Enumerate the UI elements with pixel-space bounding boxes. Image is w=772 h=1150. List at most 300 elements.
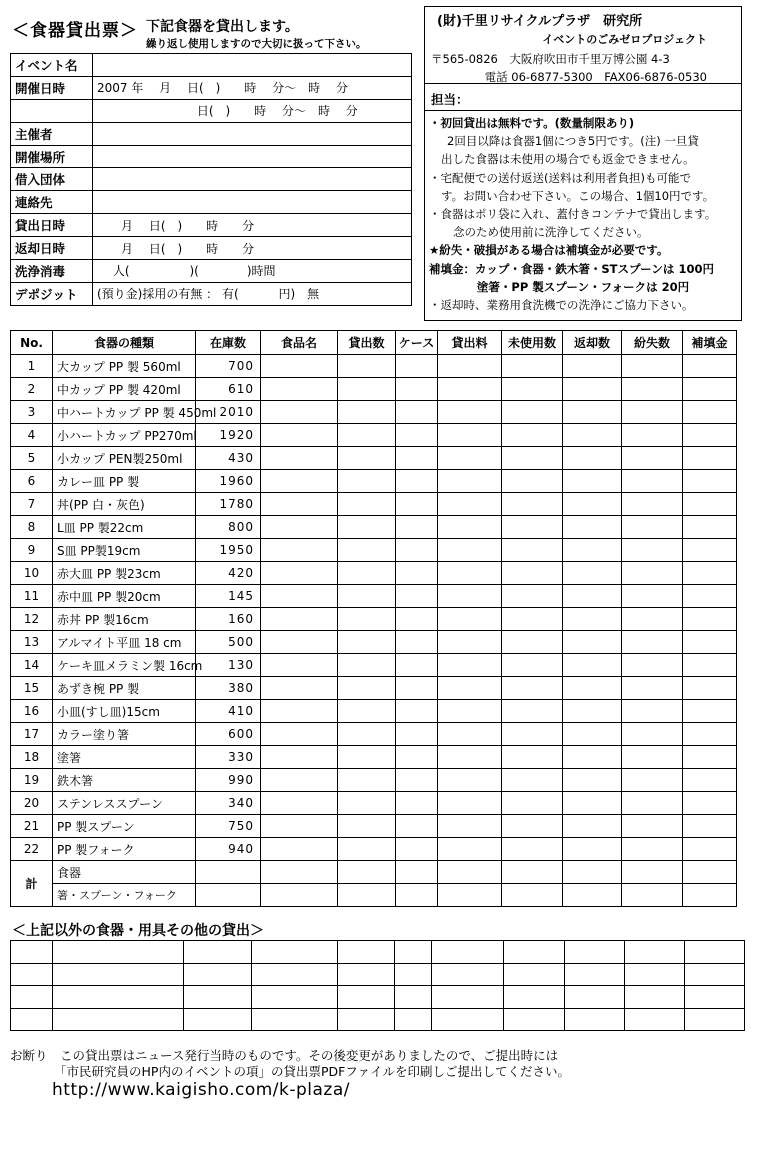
entry-cell[interactable] (622, 746, 683, 769)
entry-cell[interactable] (338, 941, 395, 964)
entry-cell[interactable] (685, 986, 745, 1009)
entry-cell[interactable] (563, 769, 622, 792)
item-stock: 2010 (196, 401, 261, 424)
event-form-value[interactable]: 日( ) 時 分～ 時 分 (93, 99, 412, 122)
entry-cell[interactable] (502, 470, 563, 493)
event-form-value[interactable]: (預り金)採用の有無 ： 有( 円) 無 (93, 282, 412, 305)
entry-cell[interactable] (11, 941, 53, 964)
entry-cell[interactable] (622, 378, 683, 401)
entry-cell[interactable] (683, 493, 737, 516)
item-stock: 990 (196, 769, 261, 792)
entry-cell[interactable] (338, 700, 396, 723)
entry-cell[interactable] (504, 986, 565, 1009)
entry-cell[interactable] (338, 447, 396, 470)
item-number: 19 (11, 769, 53, 792)
entry-cell[interactable] (502, 401, 563, 424)
entry-cell[interactable] (338, 585, 396, 608)
table-row (11, 401, 737, 424)
entry-cell[interactable] (563, 838, 622, 861)
entry-cell[interactable] (683, 447, 737, 470)
entry-cell[interactable] (622, 493, 683, 516)
entry-cell[interactable] (338, 986, 395, 1009)
entry-cell[interactable] (438, 746, 502, 769)
entry-cell[interactable] (622, 677, 683, 700)
entry-cell[interactable] (261, 516, 338, 539)
item-name: あずき椀 PP 製 (53, 677, 196, 700)
item-name: アルマイト平皿 18 cm (53, 631, 196, 654)
entry-cell[interactable] (438, 769, 502, 792)
entry-cell[interactable] (683, 654, 737, 677)
entry-cell[interactable] (11, 1008, 53, 1031)
entry-cell[interactable] (683, 424, 737, 447)
entry-cell[interactable] (504, 941, 565, 964)
entry-cell[interactable] (396, 608, 438, 631)
entry-cell[interactable] (563, 401, 622, 424)
entry-cell[interactable] (565, 986, 625, 1009)
entry-cell[interactable] (622, 470, 683, 493)
entry-cell[interactable] (261, 470, 338, 493)
entry-cell[interactable] (622, 815, 683, 838)
entry-cell[interactable] (622, 861, 683, 884)
entry-cell[interactable] (502, 562, 563, 585)
entry-cell[interactable] (261, 861, 338, 884)
entry-cell[interactable] (261, 700, 338, 723)
entry-cell[interactable] (504, 963, 565, 986)
entry-cell[interactable] (396, 516, 438, 539)
entry-cell[interactable] (622, 769, 683, 792)
entry-cell[interactable] (563, 470, 622, 493)
entry-cell[interactable] (502, 654, 563, 677)
entry-cell[interactable] (438, 447, 502, 470)
entry-cell[interactable] (338, 746, 396, 769)
entry-cell[interactable] (338, 815, 396, 838)
other-items-table (10, 940, 745, 1031)
entry-cell[interactable] (563, 861, 622, 884)
entry-cell[interactable] (622, 516, 683, 539)
entry-cell[interactable] (338, 401, 396, 424)
entry-cell[interactable] (502, 539, 563, 562)
tanto-field[interactable]: 担当： (425, 84, 741, 111)
item-name: ステンレススプーン (53, 792, 196, 815)
entry-cell[interactable] (563, 355, 622, 378)
item-name: L皿 PP 製22cm (53, 516, 196, 539)
entry-cell[interactable] (622, 401, 683, 424)
entry-cell[interactable] (502, 838, 563, 861)
entry-cell[interactable] (438, 884, 502, 907)
table-row (11, 447, 737, 470)
entry-cell[interactable] (395, 1008, 432, 1031)
entry-cell[interactable] (53, 963, 184, 986)
event-form-value[interactable]: 人( )( )時間 (93, 260, 412, 283)
entry-cell[interactable] (565, 1008, 625, 1031)
event-form-label: 返却日時 (11, 237, 93, 260)
entry-cell[interactable] (252, 941, 338, 964)
entry-cell[interactable] (622, 355, 683, 378)
entry-cell[interactable] (438, 654, 502, 677)
entry-cell[interactable] (683, 378, 737, 401)
entry-cell[interactable] (252, 986, 338, 1009)
entry-cell[interactable] (622, 700, 683, 723)
entry-cell[interactable] (683, 516, 737, 539)
entry-cell[interactable] (53, 941, 184, 964)
entry-cell[interactable] (338, 884, 396, 907)
entry-cell[interactable] (196, 861, 261, 884)
entry-cell[interactable] (396, 585, 438, 608)
entry-cell[interactable] (685, 1008, 745, 1031)
event-form-row (11, 145, 412, 168)
entry-cell[interactable] (261, 585, 338, 608)
entry-cell[interactable] (685, 941, 745, 964)
entry-cell[interactable] (338, 677, 396, 700)
entry-cell[interactable] (432, 963, 504, 986)
entry-cell[interactable] (53, 1008, 184, 1031)
entry-cell[interactable] (685, 963, 745, 986)
entry-cell[interactable] (683, 792, 737, 815)
entry-cell[interactable] (502, 746, 563, 769)
entry-cell[interactable] (396, 378, 438, 401)
item-number: 4 (11, 424, 53, 447)
entry-cell[interactable] (683, 884, 737, 907)
entry-cell[interactable] (502, 493, 563, 516)
entry-cell[interactable] (261, 378, 338, 401)
item-name: 中カップ PP 製 420ml (53, 378, 196, 401)
entry-cell[interactable] (396, 861, 438, 884)
entry-cell[interactable] (563, 585, 622, 608)
entry-cell[interactable] (502, 631, 563, 654)
entry-cell[interactable] (502, 792, 563, 815)
entry-cell[interactable] (438, 378, 502, 401)
event-form-label: イベント名 (11, 54, 93, 77)
event-form-value[interactable] (93, 191, 412, 214)
entry-cell[interactable] (184, 1008, 252, 1031)
entry-cell[interactable] (502, 355, 563, 378)
entry-cell[interactable] (563, 562, 622, 585)
note-line: 補填金：カップ・食器・鉄木箸・STスプーンは 100円 (429, 261, 714, 276)
entry-cell[interactable] (625, 963, 685, 986)
entry-cell[interactable] (53, 986, 184, 1009)
entry-cell[interactable] (563, 792, 622, 815)
entry-cell[interactable] (563, 884, 622, 907)
entry-cell[interactable] (622, 723, 683, 746)
entry-cell[interactable] (261, 654, 338, 677)
entry-cell[interactable] (396, 769, 438, 792)
entry-cell[interactable] (338, 769, 396, 792)
organization-address: 〒565-0826 大阪府吹田市千里万博公園 4-3 (431, 52, 670, 66)
entry-cell[interactable] (438, 562, 502, 585)
entry-cell[interactable] (622, 654, 683, 677)
entry-cell[interactable] (438, 539, 502, 562)
entry-cell[interactable] (502, 378, 563, 401)
entry-cell[interactable] (396, 884, 438, 907)
item-number: 16 (11, 700, 53, 723)
entry-cell[interactable] (432, 941, 504, 964)
entry-cell[interactable] (683, 861, 737, 884)
table-row (11, 769, 737, 792)
entry-cell[interactable] (261, 677, 338, 700)
entry-cell[interactable] (338, 493, 396, 516)
entry-cell[interactable] (261, 815, 338, 838)
entry-cell[interactable] (396, 424, 438, 447)
entry-cell[interactable] (683, 700, 737, 723)
entry-cell[interactable] (502, 424, 563, 447)
entry-cell[interactable] (502, 608, 563, 631)
event-form-value[interactable] (93, 54, 412, 77)
entry-cell[interactable] (261, 884, 338, 907)
item-number: 7 (11, 493, 53, 516)
entry-cell[interactable] (396, 631, 438, 654)
entry-cell[interactable] (563, 493, 622, 516)
entry-cell[interactable] (261, 838, 338, 861)
entry-cell[interactable] (504, 1008, 565, 1031)
entry-cell[interactable] (438, 355, 502, 378)
entry-cell[interactable] (338, 378, 396, 401)
entry-cell[interactable] (683, 470, 737, 493)
entry-cell[interactable] (338, 562, 396, 585)
item-number: 15 (11, 677, 53, 700)
entry-cell[interactable] (396, 700, 438, 723)
entry-cell[interactable] (396, 447, 438, 470)
event-form-label (11, 99, 93, 122)
entry-cell[interactable] (683, 585, 737, 608)
entry-cell[interactable] (261, 746, 338, 769)
entry-cell[interactable] (261, 539, 338, 562)
entry-cell[interactable] (438, 700, 502, 723)
item-name: 小皿(すし皿)15cm (53, 700, 196, 723)
entry-cell[interactable] (502, 723, 563, 746)
event-form-value[interactable] (93, 145, 412, 168)
entry-cell[interactable] (396, 815, 438, 838)
entry-cell[interactable] (196, 884, 261, 907)
entry-cell[interactable] (252, 1008, 338, 1031)
entry-cell[interactable] (565, 963, 625, 986)
entry-cell[interactable] (502, 769, 563, 792)
table-row (11, 470, 737, 493)
entry-cell[interactable] (502, 861, 563, 884)
entry-cell[interactable] (261, 401, 338, 424)
entry-cell[interactable] (563, 539, 622, 562)
entry-cell[interactable] (395, 941, 432, 964)
entry-cell[interactable] (438, 401, 502, 424)
item-stock: 1950 (196, 539, 261, 562)
entry-cell[interactable] (338, 654, 396, 677)
event-form-label: デポジット (11, 282, 93, 305)
table-row (11, 539, 737, 562)
item-number: 1 (11, 355, 53, 378)
entry-cell[interactable] (396, 792, 438, 815)
entry-cell[interactable] (396, 493, 438, 516)
entry-cell[interactable] (338, 838, 396, 861)
entry-cell[interactable] (438, 516, 502, 539)
entry-cell[interactable] (622, 631, 683, 654)
item-number: 5 (11, 447, 53, 470)
entry-cell[interactable] (563, 654, 622, 677)
entry-cell[interactable] (502, 585, 563, 608)
entry-cell[interactable] (438, 608, 502, 631)
entry-cell[interactable] (502, 447, 563, 470)
entry-cell[interactable] (683, 608, 737, 631)
event-form-value[interactable]: 月 日( ) 時 分 (93, 214, 412, 237)
entry-cell[interactable] (622, 608, 683, 631)
entry-cell[interactable] (683, 723, 737, 746)
entry-cell[interactable] (683, 401, 737, 424)
entry-cell[interactable] (438, 631, 502, 654)
entry-cell[interactable] (438, 792, 502, 815)
table-row (11, 986, 745, 1009)
table-row (11, 815, 737, 838)
entry-cell[interactable] (438, 470, 502, 493)
entry-cell[interactable] (438, 861, 502, 884)
entry-cell[interactable] (395, 963, 432, 986)
items-column-header: 食品名 (261, 331, 338, 355)
entry-cell[interactable] (338, 470, 396, 493)
entry-cell[interactable] (563, 447, 622, 470)
entry-cell[interactable] (261, 608, 338, 631)
entry-cell[interactable] (11, 986, 53, 1009)
entry-cell[interactable] (338, 1008, 395, 1031)
table-row (11, 746, 737, 769)
entry-cell[interactable] (622, 838, 683, 861)
entry-cell[interactable] (683, 539, 737, 562)
entry-cell[interactable] (396, 470, 438, 493)
entry-cell[interactable] (622, 562, 683, 585)
entry-cell[interactable] (563, 677, 622, 700)
entry-cell[interactable] (338, 723, 396, 746)
entry-cell[interactable] (396, 746, 438, 769)
entry-cell[interactable] (625, 986, 685, 1009)
event-form-value[interactable]: 2007 年 月 日( ) 時 分～ 時 分 (93, 76, 412, 99)
footer-url-link[interactable]: http://www.kaigisho.com/k-plaza/ (52, 1080, 350, 1100)
entry-cell[interactable] (396, 677, 438, 700)
entry-cell[interactable] (261, 355, 338, 378)
entry-cell[interactable] (396, 562, 438, 585)
entry-cell[interactable] (563, 815, 622, 838)
entry-cell[interactable] (261, 493, 338, 516)
entry-cell[interactable] (683, 746, 737, 769)
entry-cell[interactable] (338, 631, 396, 654)
entry-cell[interactable] (261, 562, 338, 585)
entry-cell[interactable] (338, 861, 396, 884)
item-name: S皿 PP製19cm (53, 539, 196, 562)
table-row (11, 677, 737, 700)
entry-cell[interactable] (261, 723, 338, 746)
entry-cell[interactable] (502, 677, 563, 700)
entry-cell[interactable] (338, 963, 395, 986)
entry-cell[interactable] (563, 608, 622, 631)
entry-cell[interactable] (563, 700, 622, 723)
entry-cell[interactable] (683, 769, 737, 792)
entry-cell[interactable] (683, 677, 737, 700)
entry-cell[interactable] (438, 838, 502, 861)
entry-cell[interactable] (184, 963, 252, 986)
entry-cell[interactable] (338, 608, 396, 631)
entry-cell[interactable] (438, 815, 502, 838)
entry-cell[interactable] (563, 516, 622, 539)
entry-cell[interactable] (432, 986, 504, 1009)
total-row (11, 861, 737, 884)
entry-cell[interactable] (502, 516, 563, 539)
entry-cell[interactable] (625, 941, 685, 964)
entry-cell[interactable] (683, 815, 737, 838)
entry-cell[interactable] (396, 401, 438, 424)
event-form-row (11, 99, 412, 122)
entry-cell[interactable] (622, 424, 683, 447)
entry-cell[interactable] (683, 631, 737, 654)
entry-cell[interactable] (338, 792, 396, 815)
entry-cell[interactable] (622, 447, 683, 470)
entry-cell[interactable] (261, 769, 338, 792)
entry-cell[interactable] (396, 723, 438, 746)
item-number: 13 (11, 631, 53, 654)
item-stock: 420 (196, 562, 261, 585)
entry-cell[interactable] (683, 838, 737, 861)
entry-cell[interactable] (396, 838, 438, 861)
entry-cell[interactable] (11, 963, 53, 986)
entry-cell[interactable] (438, 677, 502, 700)
entry-cell[interactable] (261, 631, 338, 654)
entry-cell[interactable] (252, 963, 338, 986)
event-form-value[interactable] (93, 168, 412, 191)
entry-cell[interactable] (563, 631, 622, 654)
item-stock: 340 (196, 792, 261, 815)
entry-cell[interactable] (261, 447, 338, 470)
entry-cell[interactable] (338, 539, 396, 562)
entry-cell[interactable] (622, 884, 683, 907)
event-form-row (11, 76, 412, 99)
entry-cell[interactable] (438, 493, 502, 516)
entry-cell[interactable] (338, 516, 396, 539)
organization-tel: 電話 06-6877-5300 FAX06-6876-0530 (484, 70, 707, 84)
entry-cell[interactable] (261, 792, 338, 815)
items-column-header: 補填金 (683, 331, 737, 355)
entry-cell[interactable] (622, 585, 683, 608)
entry-cell[interactable] (625, 1008, 685, 1031)
table-row (11, 424, 737, 447)
entry-cell[interactable] (622, 539, 683, 562)
entry-cell[interactable] (563, 378, 622, 401)
entry-cell[interactable] (184, 986, 252, 1009)
entry-cell[interactable] (563, 424, 622, 447)
entry-cell[interactable] (502, 884, 563, 907)
entry-cell[interactable] (184, 941, 252, 964)
entry-cell[interactable] (396, 654, 438, 677)
entry-cell[interactable] (565, 941, 625, 964)
entry-cell[interactable] (261, 424, 338, 447)
item-stock: 430 (196, 447, 261, 470)
item-number: 18 (11, 746, 53, 769)
entry-cell[interactable] (438, 723, 502, 746)
entry-cell[interactable] (338, 355, 396, 378)
entry-cell[interactable] (502, 815, 563, 838)
entry-cell[interactable] (338, 424, 396, 447)
entry-cell[interactable] (395, 986, 432, 1009)
entry-cell[interactable] (396, 539, 438, 562)
note-line: ・宅配便での送付返送(送料は利用者負担)も可能で (429, 170, 691, 185)
entry-cell[interactable] (438, 585, 502, 608)
entry-cell[interactable] (563, 723, 622, 746)
entry-cell[interactable] (432, 1008, 504, 1031)
event-form-value[interactable] (93, 122, 412, 145)
entry-cell[interactable] (438, 424, 502, 447)
note-line: 2回目以降は食器1個につき5円です。(注) 一旦貸 (447, 134, 699, 149)
entry-cell[interactable] (502, 700, 563, 723)
entry-cell[interactable] (396, 355, 438, 378)
note-line: ★紛失・破損がある場合は補填金が必要です。 (429, 243, 669, 258)
event-form-value[interactable]: 月 日( ) 時 分 (93, 237, 412, 260)
entry-cell[interactable] (683, 355, 737, 378)
entry-cell[interactable] (563, 746, 622, 769)
entry-cell[interactable] (622, 792, 683, 815)
entry-cell[interactable] (683, 562, 737, 585)
